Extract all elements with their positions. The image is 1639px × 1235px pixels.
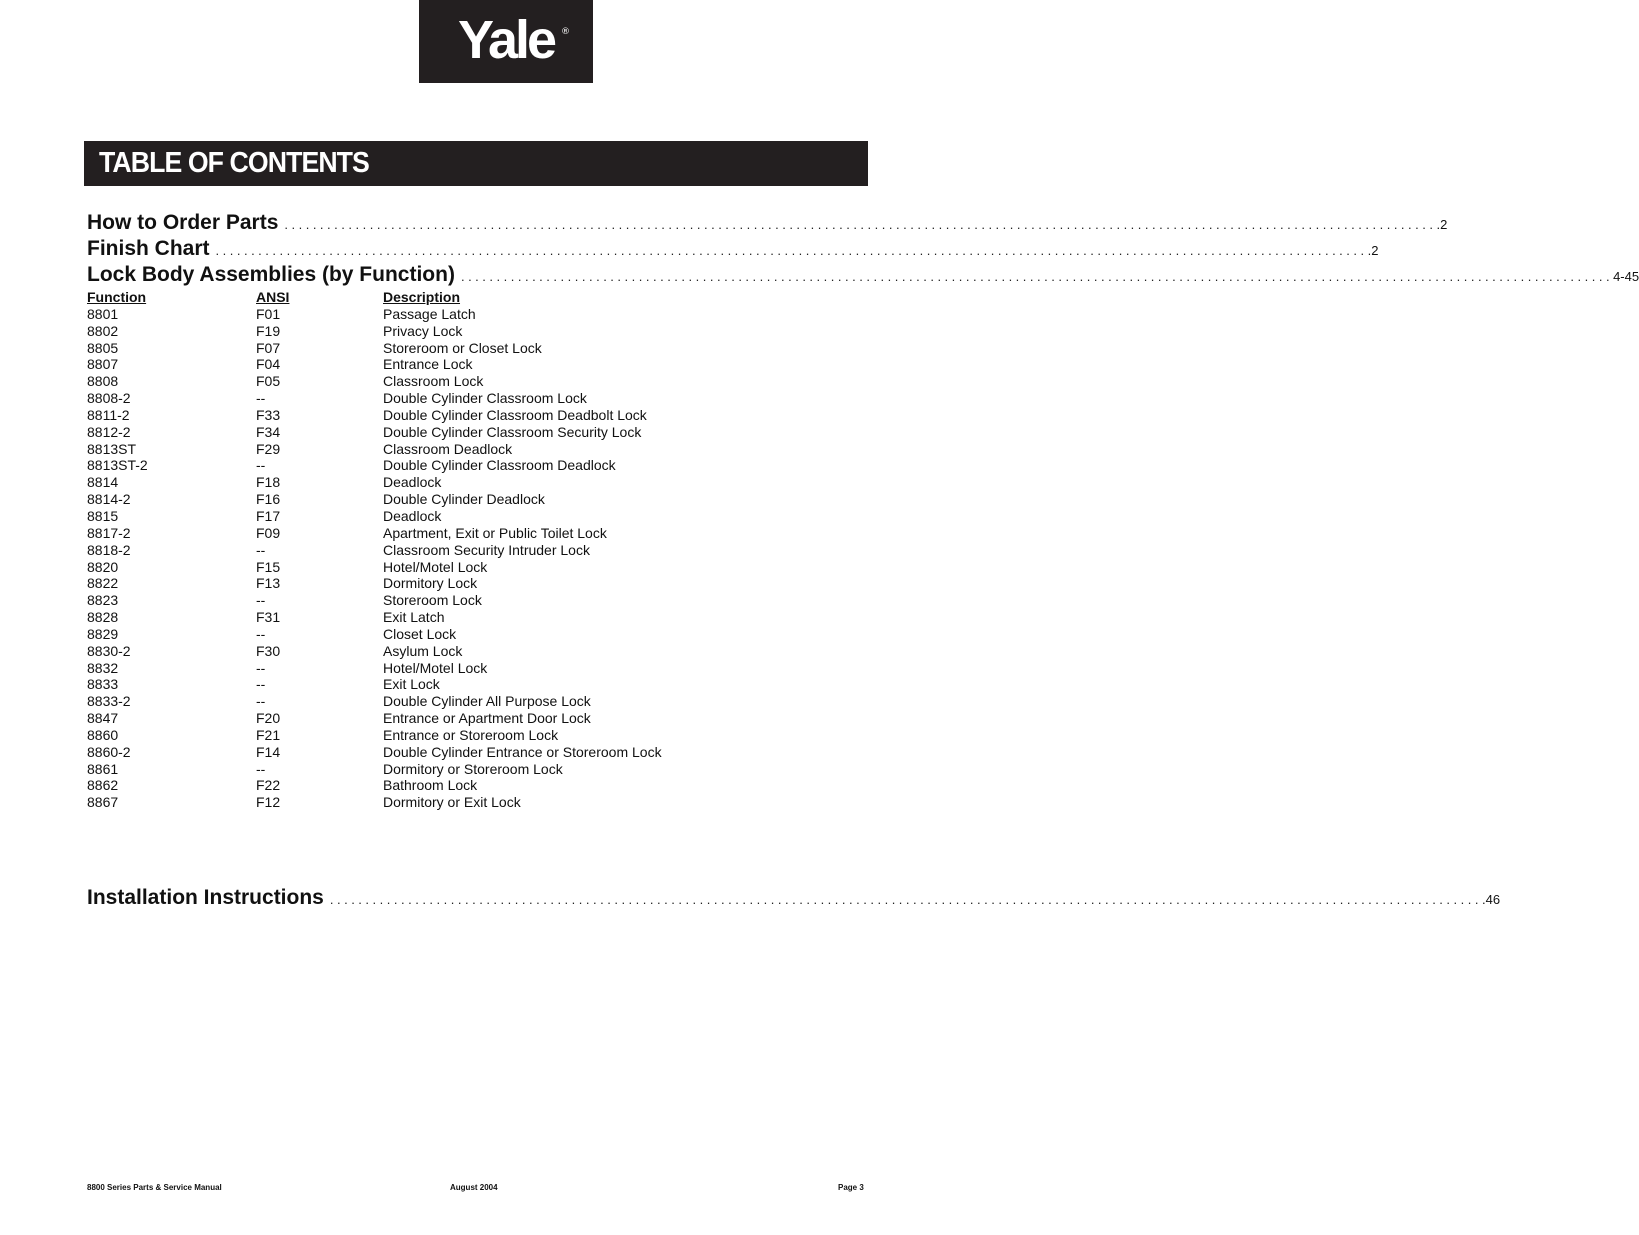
table-row	[87, 356, 783, 373]
yale-logo	[419, 0, 593, 83]
footer-manual-title: 8800 Series Parts & Service Manual	[87, 1183, 222, 1192]
function-code: 8811-2	[87, 406, 130, 423]
ansi-code: F14	[256, 743, 281, 760]
ansi-code: F18	[256, 474, 281, 491]
table-row	[87, 373, 783, 390]
function-code: 8833	[87, 676, 119, 693]
table-row	[87, 407, 783, 424]
ansi-code: --	[256, 457, 266, 474]
function-code: 8861	[87, 760, 119, 777]
function-code: 8830-2	[87, 642, 131, 659]
ansi-code: --	[256, 760, 266, 777]
function-description: Privacy Lock	[383, 322, 463, 339]
dot-leader: ..................................................................................................................................................................	[284, 217, 1437, 232]
function-code: 8813ST-2	[87, 457, 148, 474]
ansi-code: F15	[256, 558, 281, 575]
function-code: 8867	[87, 794, 119, 811]
function-description: Storeroom or Closet Lock	[383, 339, 542, 356]
footer-page-number: Page 3	[838, 1183, 864, 1192]
function-code: 8823	[87, 592, 119, 609]
table-row	[87, 441, 783, 458]
function-code: 8812-2	[87, 423, 131, 440]
header-description: Description	[383, 289, 461, 305]
function-description: Exit Lock	[383, 676, 440, 693]
function-description: Classroom Lock	[383, 373, 484, 390]
ansi-code: F31	[256, 609, 281, 626]
function-code: 8828	[87, 609, 119, 626]
function-code: 8860	[87, 726, 119, 743]
function-code: 8818-2	[87, 541, 131, 558]
header-function: Function	[87, 289, 147, 305]
ansi-code: --	[256, 625, 266, 642]
function-description: Double Cylinder Classroom Lock	[383, 390, 587, 407]
ansi-code: F09	[256, 524, 281, 541]
function-description: Passage Latch	[383, 305, 476, 322]
table-row	[87, 660, 783, 677]
ansi-code: F12	[256, 794, 281, 811]
function-code: 8833-2	[87, 693, 131, 710]
table-row	[87, 777, 783, 794]
ansi-code: F07	[256, 339, 281, 356]
function-code: 8847	[87, 710, 119, 727]
dot-leader: ..................................................................................................................................................................	[329, 892, 1482, 907]
table-row	[87, 693, 783, 710]
function-description: Closet Lock	[383, 625, 457, 642]
ansi-code: F16	[256, 491, 281, 508]
function-description: Entrance Lock	[383, 356, 473, 373]
function-description: Double Cylinder Deadlock	[383, 491, 545, 508]
logo-wordmark: Yale	[457, 9, 555, 70]
table-row	[87, 390, 783, 407]
table-row	[87, 525, 783, 542]
ansi-code: F33	[256, 406, 281, 423]
function-code: 8813ST	[87, 440, 137, 457]
function-description: Exit Latch	[383, 609, 445, 626]
toc-entry-order-parts[interactable]	[87, 211, 1448, 235]
table-row	[87, 491, 783, 508]
ansi-code: F30	[256, 642, 281, 659]
table-row	[87, 542, 783, 559]
table-row	[87, 474, 783, 491]
ansi-code: --	[256, 592, 266, 609]
toc-label: Lock Body Assemblies (by Function)	[87, 263, 455, 286]
toc-label: Installation Instructions	[87, 886, 324, 909]
function-description: Entrance or Apartment Door Lock	[383, 710, 591, 727]
function-description: Apartment, Exit or Public Toilet Lock	[383, 524, 607, 541]
function-description: Deadlock	[383, 507, 442, 524]
function-code: 8822	[87, 575, 119, 592]
function-description: Dormitory Lock	[383, 575, 478, 592]
toc-entry-lock-body[interactable]	[87, 263, 1639, 287]
function-description: Double Cylinder Classroom Deadbolt Lock	[383, 406, 647, 423]
function-code: 8808	[87, 373, 119, 390]
function-description: Hotel/Motel Lock	[383, 558, 488, 575]
table-row	[87, 744, 783, 761]
table-row	[87, 575, 783, 592]
toc-page-number: .2	[1367, 243, 1379, 258]
ansi-code: --	[256, 693, 266, 710]
function-code: 8808-2	[87, 390, 131, 407]
table-row	[87, 457, 783, 474]
ansi-code: F34	[256, 423, 281, 440]
table-row	[87, 710, 783, 727]
function-code: 8801	[87, 305, 119, 322]
function-code: 8815	[87, 507, 119, 524]
function-code: 8807	[87, 356, 119, 373]
table-row	[87, 340, 783, 357]
table-row	[87, 626, 783, 643]
functions-table	[87, 289, 783, 811]
table-row	[87, 609, 783, 626]
function-description: Deadlock	[383, 474, 442, 491]
ansi-code: F01	[256, 305, 281, 322]
toc-page-number: .46	[1481, 892, 1501, 907]
function-code: 8814	[87, 474, 119, 491]
ansi-code: F13	[256, 575, 281, 592]
table-row	[87, 306, 783, 323]
table-row	[87, 592, 783, 609]
registered-mark: ®	[561, 27, 570, 37]
function-description: Dormitory or Exit Lock	[383, 794, 521, 811]
ansi-code: F17	[256, 507, 281, 524]
title-bar	[84, 141, 868, 186]
toc-label: Finish Chart	[87, 237, 210, 260]
function-code: 8860-2	[87, 743, 131, 760]
function-description: Double Cylinder Classroom Deadlock	[383, 457, 616, 474]
table-row	[87, 323, 783, 340]
dot-leader: ..................................................................................................................................................................	[215, 243, 1368, 258]
ansi-code: F20	[256, 710, 281, 727]
toc-label: How to Order Parts	[87, 211, 279, 234]
toc-page-number: .2	[1436, 217, 1448, 232]
table-row	[87, 794, 783, 811]
ansi-code: F21	[256, 726, 281, 743]
function-description: Entrance or Storeroom Lock	[383, 726, 559, 743]
function-code: 8829	[87, 625, 119, 642]
toc-entry-finish-chart[interactable]	[87, 237, 1379, 261]
function-description: Asylum Lock	[383, 642, 463, 659]
ansi-code: F19	[256, 322, 281, 339]
table-row	[87, 727, 783, 744]
table-header-row	[87, 289, 783, 306]
toc-page-number: 4-45	[1613, 269, 1639, 284]
function-code: 8805	[87, 339, 119, 356]
function-description: Classroom Deadlock	[383, 440, 513, 457]
function-description: Double Cylinder All Purpose Lock	[383, 693, 591, 710]
ansi-code: --	[256, 676, 266, 693]
ansi-code: F29	[256, 440, 281, 457]
table-row	[87, 643, 783, 660]
function-description: Storeroom Lock	[383, 592, 482, 609]
ansi-code: F22	[256, 777, 281, 794]
function-description: Double Cylinder Classroom Security Lock	[383, 423, 642, 440]
page-title: TABLE OF CONTENTS	[99, 147, 369, 179]
header-ansi: ANSI	[256, 289, 290, 305]
function-code: 8862	[87, 777, 119, 794]
toc-entry-installation[interactable]	[87, 886, 1501, 910]
dot-leader: ..................................................................................................................................................................	[460, 269, 1614, 284]
function-code: 8832	[87, 659, 119, 676]
table-row	[87, 559, 783, 576]
ansi-code: F04	[256, 356, 281, 373]
function-description: Double Cylinder Entrance or Storeroom Lock	[383, 743, 662, 760]
footer-date: August 2004	[450, 1183, 498, 1192]
function-code: 8817-2	[87, 524, 131, 541]
function-description: Bathroom Lock	[383, 777, 478, 794]
function-description: Classroom Security Intruder Lock	[383, 541, 590, 558]
ansi-code: --	[256, 659, 266, 676]
function-code: 8802	[87, 322, 119, 339]
ansi-code: --	[256, 541, 266, 558]
table-row	[87, 761, 783, 778]
function-code: 8820	[87, 558, 119, 575]
function-description: Hotel/Motel Lock	[383, 659, 488, 676]
table-row	[87, 508, 783, 525]
ansi-code: F05	[256, 373, 281, 390]
function-code: 8814-2	[87, 491, 131, 508]
table-row	[87, 424, 783, 441]
table-row	[87, 676, 783, 693]
ansi-code: --	[256, 390, 266, 407]
function-description: Dormitory or Storeroom Lock	[383, 760, 563, 777]
